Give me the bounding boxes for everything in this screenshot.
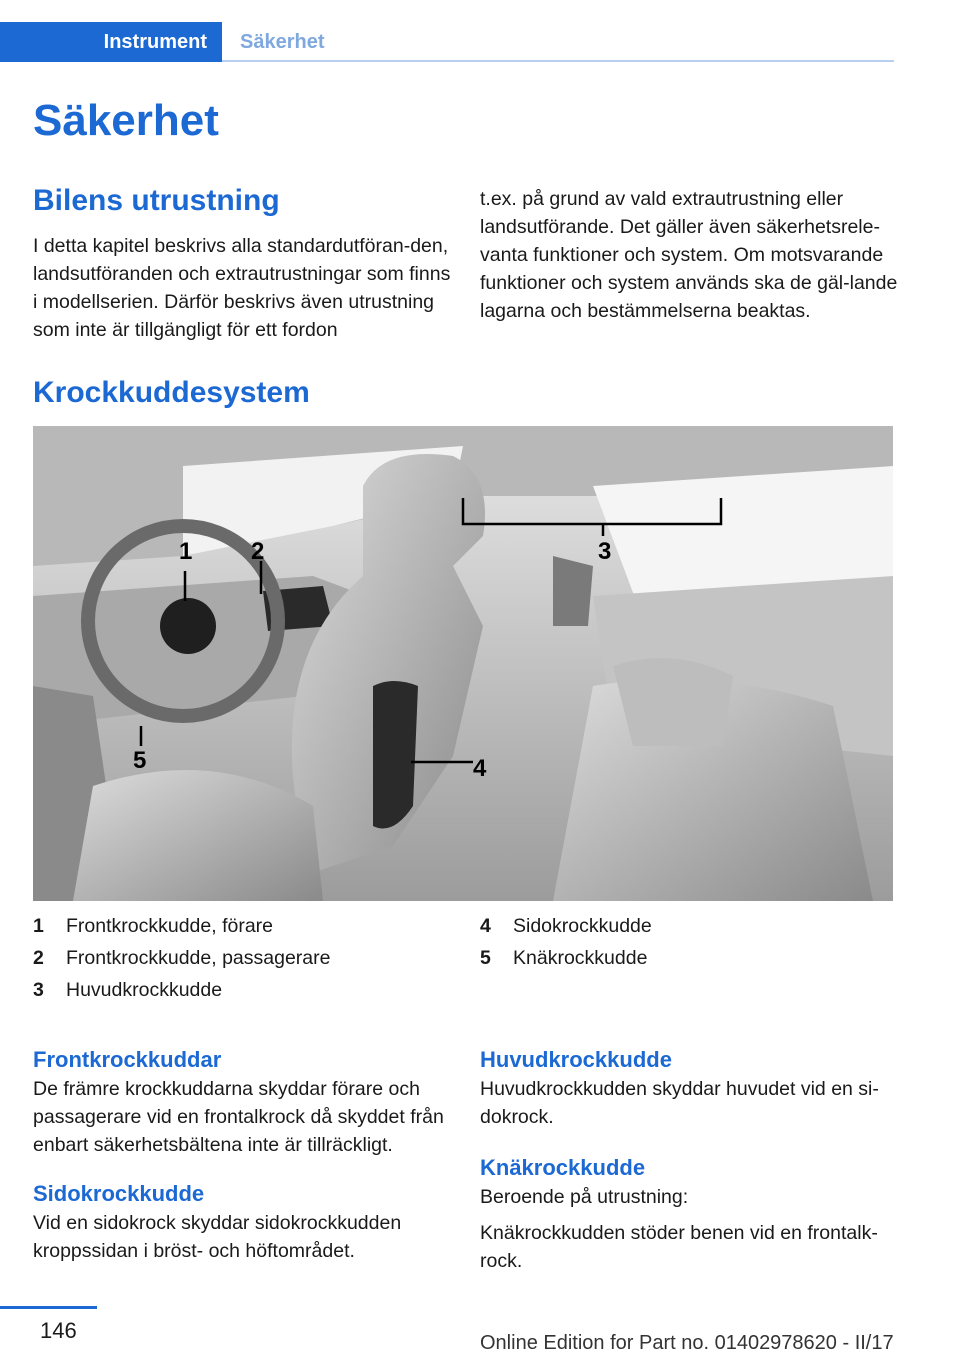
callout-1: 1 (179, 538, 193, 565)
legend-item (33, 974, 453, 1006)
callout-5: 5 (133, 747, 147, 774)
subsection-text: Knäkrockkudden stöder benen vid en frontalk-rock. (480, 1222, 878, 1272)
legend-right (480, 910, 900, 974)
legend-label: Frontkrockkudde, förare (66, 915, 274, 937)
chapter-title: Säkerhet (33, 96, 219, 145)
tab-instrument[interactable]: Instrument (0, 22, 222, 62)
header-rule (222, 60, 894, 62)
legend-item (480, 942, 900, 974)
subsection-title: Frontkrockkuddar (33, 1047, 222, 1072)
subsection-text: Beroende på utrustning: (480, 1186, 689, 1208)
callout-4: 4 (473, 755, 487, 782)
subsection-title: Knäkrockkudde (480, 1155, 646, 1180)
callout-3: 3 (598, 538, 612, 565)
legend-label: Huvudkrockkudde (66, 979, 223, 1001)
subsection-frontkrockkuddar (33, 1045, 453, 1159)
section-title-bilens-utrustning: Bilens utrustning (33, 184, 280, 217)
legend-number: 2 (33, 947, 44, 969)
subsection-title: Sidokrockkudde (33, 1181, 205, 1206)
tab-sakerhet[interactable]: Säkerhet (240, 31, 325, 53)
legend-label: Sidokrockkudde (513, 915, 652, 937)
subsection-text: De främre krockkuddarna skyddar förare och passagerare vid en frontalkrock då skyddet från enbart säkerhetsbältena inte är tillräckligt. (33, 1078, 444, 1156)
footer-rule (0, 1306, 97, 1309)
legend-left (33, 910, 453, 1006)
subsection-knakrockkudde (480, 1153, 900, 1275)
legend-number: 1 (33, 915, 44, 937)
callout-2: 2 (251, 538, 265, 565)
header-tabs (0, 22, 894, 62)
intro-paragraph-right: t.ex. på grund av vald extrautrustning eller landsutförande. Det gäller även säkerhetsrele-vanta funktioner och system. Om motsvarande funktioner och system används ska de gäl-lande lagarna och bestämmelserna beaktas. (480, 188, 898, 322)
section-title-krockkuddesystem: Krockkuddesystem (33, 376, 310, 409)
subsection-sidokrockkudde (33, 1179, 453, 1265)
subsection-text: Huvudkrockkudden skyddar huvudet vid en si-dokrock. (480, 1078, 879, 1128)
legend-number: 5 (480, 947, 491, 969)
car-interior-graphic (33, 426, 893, 901)
legend-label: Knäkrockkudde (513, 947, 648, 969)
edition-note: Online Edition for Part no. 01402978620 - II/17 (480, 1332, 894, 1354)
legend-item (33, 942, 453, 974)
legend-label: Frontkrockkudde, passagerare (66, 947, 331, 969)
legend-item (480, 910, 900, 942)
subsection-text: Vid en sidokrock skyddar sidokrockkudden kroppssidan i bröst- och höftområdet. (33, 1212, 402, 1262)
subsection-huvudkrockkudde (480, 1045, 900, 1131)
legend-item (33, 910, 453, 942)
page-number: 146 (40, 1318, 77, 1343)
subsection-title: Huvudkrockkudde (480, 1047, 672, 1072)
intro-paragraph-left: I detta kapitel beskrivs alla standardutföran-den, landsutföranden och extrautrustningar som finns i modellserien. Därför beskrivs även utrustning som inte är tillgängligt för ett fordon (33, 235, 451, 341)
legend-number: 3 (33, 979, 44, 1001)
legend-number: 4 (480, 915, 491, 937)
airbag-illustration (33, 426, 893, 901)
